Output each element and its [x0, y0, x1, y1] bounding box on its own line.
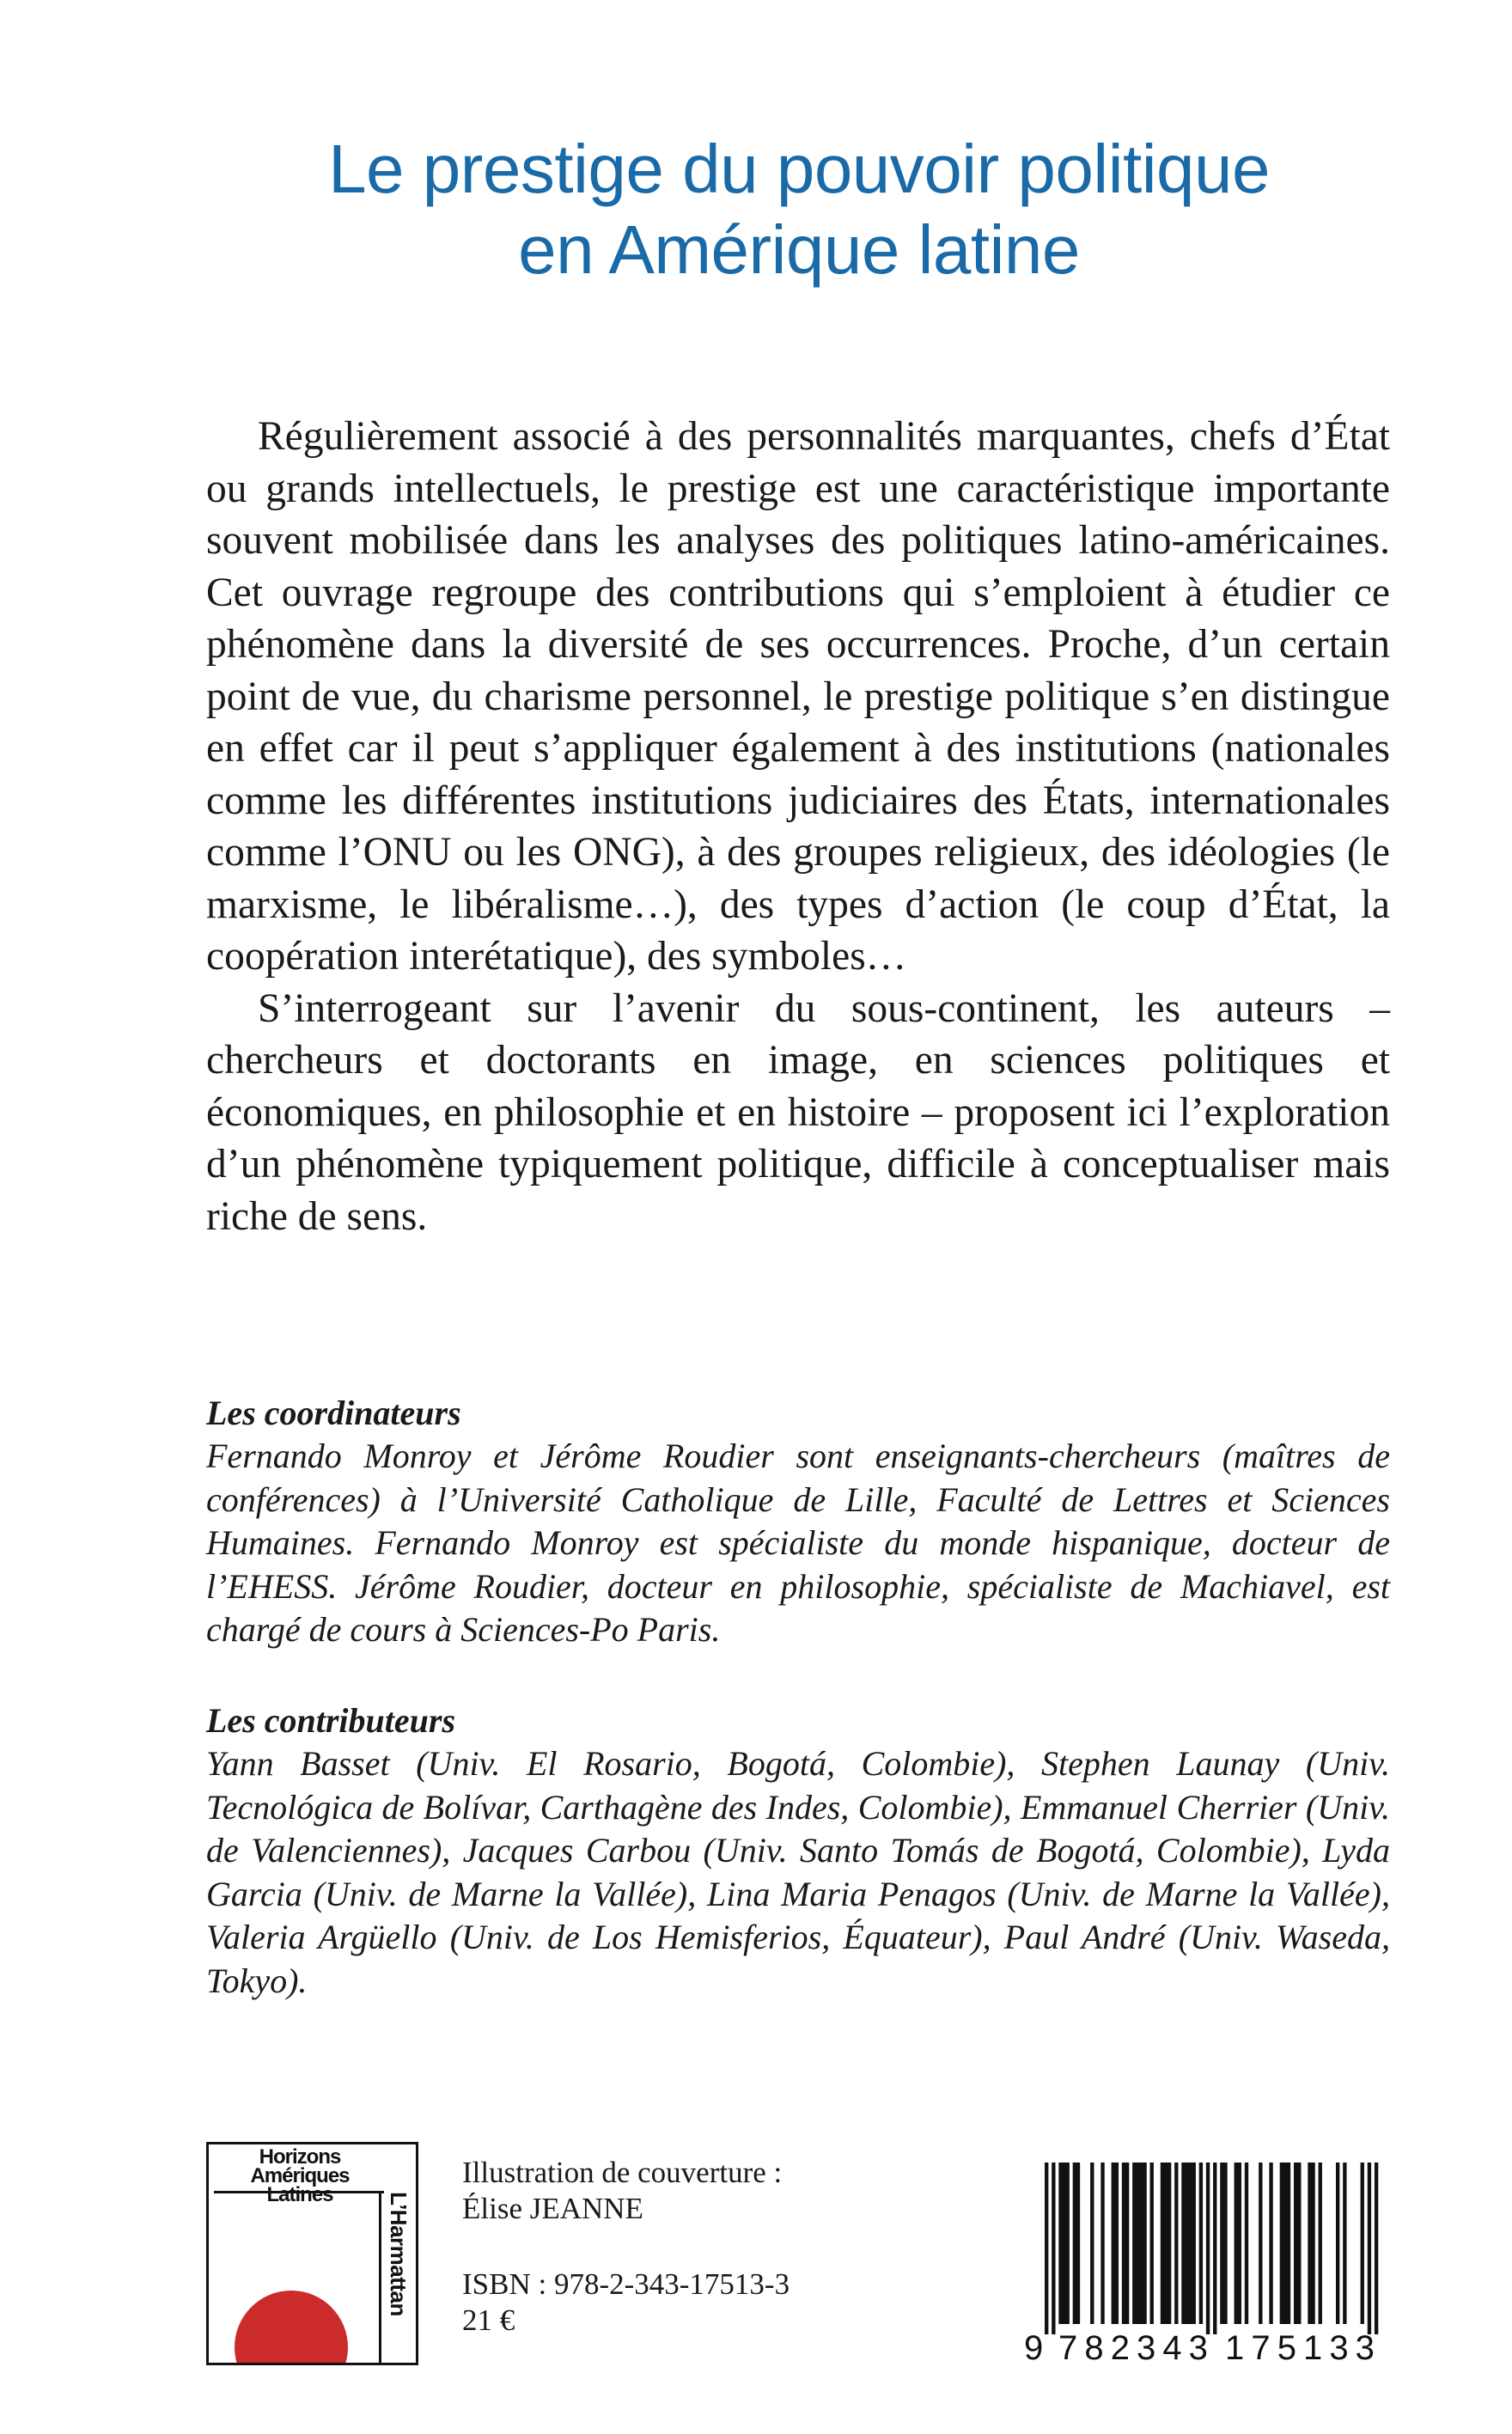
- barcode-left-group: [1050, 2329, 1216, 2367]
- summary-paragraph-1: Régulièrement associé à des personnalités marquantes, chefs d’État ou grands intellectuels, le prestige est une caractéristique importante souvent mobilisée dans les analyses des politiques latino-américaines. Cet ouvrage regroupe des contributions qui s’emploient à étudier ce phénomène dans la diversité de ses occurrences. Proche, d’un certain point de vue, du charisme personnel, le prestige politique s’en distingue en effet car il peut s’appliquer également à des institutions (nationales comme les différentes institutions judiciaires des États, internationales comme l’ONU ou les ONG), à des groupes religieux, des idéologies (le marxisme, le libéralisme…), des types d’action (le coup d’État, la coopération interétatique), des symboles…: [206, 414, 1390, 979]
- barcode-bar: [1125, 2163, 1129, 2324]
- illustration-label: Illustration de couverture :: [462, 2156, 783, 2189]
- barcode-bar: [1188, 2163, 1192, 2324]
- barcode-bar: [1112, 2163, 1115, 2324]
- logo-rule: [214, 2191, 384, 2193]
- price: 21 €: [462, 2303, 515, 2337]
- barcode-bar: [1181, 2163, 1185, 2324]
- barcode-bar: [1139, 2163, 1143, 2324]
- barcode-digits: [1024, 2329, 1383, 2367]
- book-title: [155, 129, 1443, 290]
- barcode-bar: [1319, 2163, 1322, 2324]
- barcode-digit: 7: [1251, 2329, 1271, 2367]
- barcode-bar: [1283, 2163, 1287, 2324]
- barcode-bar: [1122, 2163, 1125, 2324]
- barcode-bar: [1235, 2163, 1238, 2324]
- barcode-bar: [1280, 2163, 1283, 2324]
- barcode-bar: [1136, 2163, 1139, 2324]
- barcode-bar: [1161, 2163, 1164, 2324]
- barcode-right-group: [1216, 2329, 1383, 2367]
- barcode-bar: [1361, 2163, 1364, 2324]
- barcode-bar: [1052, 2163, 1055, 2334]
- book-credits: [462, 2155, 1064, 2339]
- barcode-bar: [1045, 2163, 1048, 2334]
- barcode-bar: [1308, 2163, 1311, 2324]
- barcode-bar: [1220, 2163, 1223, 2324]
- barcode-bar: [1073, 2163, 1076, 2324]
- barcode-first-digit: 9: [1024, 2329, 1044, 2367]
- barcode-bar: [1062, 2163, 1065, 2324]
- barcode-bar: [1192, 2163, 1196, 2324]
- barcode-bar: [1174, 2163, 1178, 2324]
- barcode-digit: 5: [1277, 2329, 1296, 2367]
- isbn-barcode: [1024, 2163, 1383, 2369]
- barcode-bar: [1164, 2163, 1168, 2324]
- barcode-digit: 2: [1110, 2329, 1130, 2367]
- barcode-bar: [1058, 2163, 1062, 2324]
- barcode-digit: 3: [1188, 2329, 1208, 2367]
- barcode-digit: 7: [1058, 2329, 1078, 2367]
- barcode-bar: [1076, 2163, 1080, 2324]
- barcode-digit: 1: [1303, 2329, 1323, 2367]
- book-summary: [206, 411, 1390, 1242]
- series-name-line-2: Amériques Latines: [250, 2164, 350, 2206]
- barcode-bar: [1259, 2163, 1262, 2324]
- coordinators-heading: Les coordinateurs: [206, 1394, 461, 1432]
- series-name: [216, 2145, 384, 2206]
- barcode-bar: [1090, 2163, 1094, 2324]
- barcode-digit: 8: [1084, 2329, 1104, 2367]
- contributors-heading: Les contributeurs: [206, 1701, 456, 1740]
- barcode-bar: [1199, 2163, 1203, 2324]
- barcode-bar: [1150, 2163, 1154, 2324]
- contributors-text: Yann Basset (Univ. El Rosario, Bogotá, Colombie), Stephen Launay (Univ. Tecnológica de Bolívar, Carthagène des Indes, Colombie), Emmanuel Cherrier (Univ. de Valenciennes), Jacques Carbou (Univ. Santo Tomás de Bogotá, Colombie), Lyda Garcia (Univ. de Marne la Vallée), Lina Maria Penagos (Univ. de Marne la Vallée), Valeria Argüello (Univ. de Los Hemisferios, Équateur), Paul André (Univ. Waseda, Tokyo).: [206, 1744, 1390, 2000]
- barcode-bar: [1287, 2163, 1290, 2324]
- barcode-bar: [1223, 2163, 1227, 2324]
- publisher-label: L’Harmattan: [385, 2191, 412, 2316]
- barcode-bar: [1132, 2163, 1136, 2324]
- barcode-digit: 3: [1137, 2329, 1156, 2367]
- contributors-section: [206, 1699, 1390, 2003]
- barcode-digit: 4: [1162, 2329, 1182, 2367]
- barcode-bar: [1343, 2163, 1346, 2324]
- publisher-name: [381, 2144, 414, 2363]
- barcode-bar: [1066, 2163, 1070, 2324]
- barcode-bars: [1024, 2163, 1383, 2334]
- barcode-bar: [1143, 2163, 1146, 2324]
- barcode-bar: [1206, 2163, 1210, 2334]
- barcode-digit: 3: [1355, 2329, 1375, 2367]
- series-logo: [206, 2142, 418, 2365]
- barcode-bar: [1336, 2163, 1339, 2324]
- barcode-bar: [1185, 2163, 1188, 2324]
- series-name-line-1: Horizons: [259, 2145, 341, 2169]
- coordinators-text: Fernando Monroy et Jérôme Roudier sont enseignants-chercheurs (maîtres de conférences) à l’Université Catholique de Lille, Faculté de Lettres et Sciences Humaines. Fernando Monroy est spécialiste du monde hispanique, docteur de l’EHESS. Jérôme Roudier, docteur en philosophie, spécialiste de Machiavel, est chargé de cours à Sciences-Po Paris.: [206, 1437, 1390, 1649]
- coordinators-section: [206, 1392, 1390, 1652]
- barcode-bar: [1368, 2163, 1371, 2334]
- barcode-bar: [1375, 2163, 1378, 2334]
- barcode-bar: [1311, 2163, 1314, 2324]
- barcode-bar: [1245, 2163, 1248, 2324]
- barcode-bar: [1238, 2163, 1241, 2324]
- barcode-digit: 1: [1225, 2329, 1245, 2367]
- barcode-digit: 3: [1329, 2329, 1349, 2367]
- illustrator-name: Élise JEANNE: [462, 2192, 643, 2225]
- barcode-bar: [1213, 2163, 1216, 2334]
- barcode-bar: [1115, 2163, 1119, 2324]
- book-title-line-2: en Amérique latine: [518, 211, 1080, 288]
- summary-paragraph-2: S’interrogeant sur l’avenir du sous-continent, les auteurs – chercheurs et doctorants en image, en sciences politiques et économiques, en philosophie et en histoire – proposent ici l’exploration d’un phénomène typiquement politique, difficile à conceptualiser mais riche de sens.: [206, 985, 1390, 1239]
- book-title-line-1: Le prestige du pouvoir politique: [328, 131, 1270, 207]
- barcode-bar: [1297, 2163, 1301, 2324]
- barcode-bar: [1100, 2163, 1104, 2324]
- barcode-bar: [1294, 2163, 1297, 2324]
- barcode-bar: [1269, 2163, 1272, 2324]
- sun-emblem-icon: [235, 2291, 348, 2365]
- barcode-bar: [1168, 2163, 1171, 2324]
- isbn: ISBN : 978-2-343-17513-3: [462, 2267, 790, 2301]
